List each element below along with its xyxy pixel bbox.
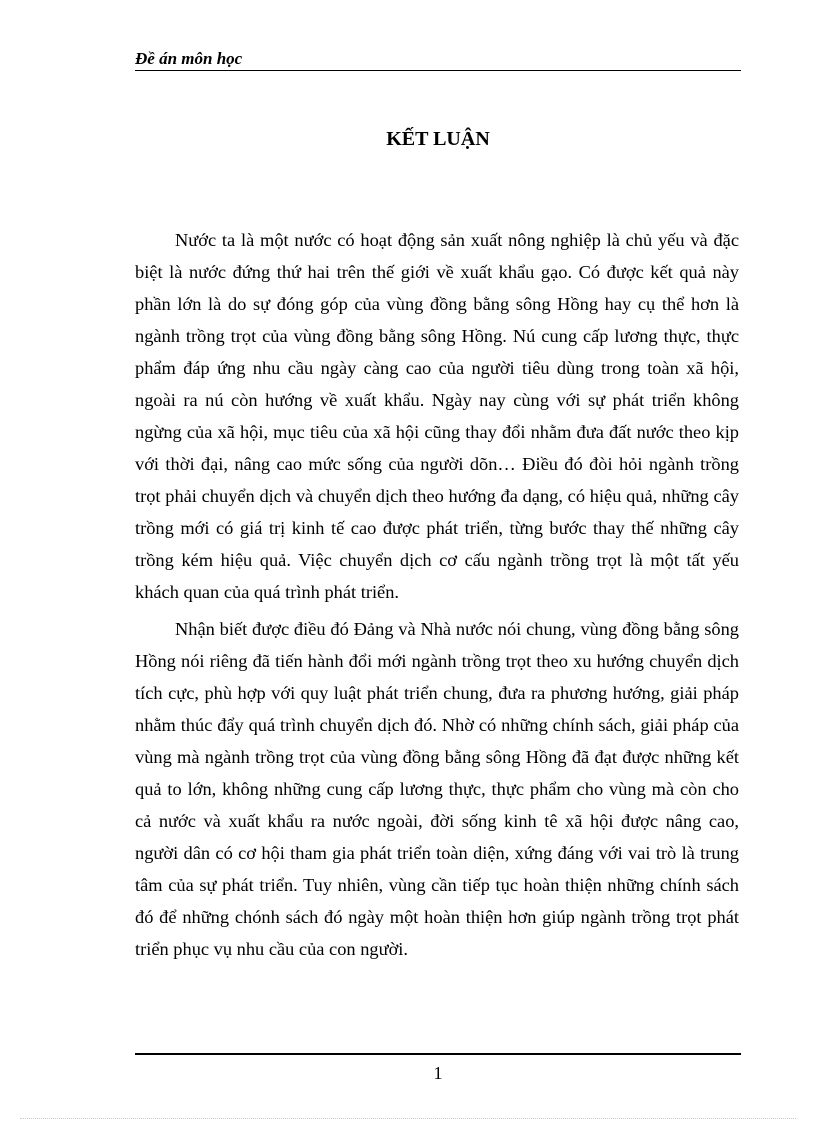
paragraph-1: Nước ta là một nước có hoạt động sản xuất nông nghiệp là chủ yếu và đặc biệt là nước đứng thứ hai trên thế giới về xuất khẩu gạo. Có được kết quả này phần lớn là do sự đóng góp của vùng đồng bằng sông Hồng hay cụ thể hơn là ngành trồng trọt của vùng đồng bằng sông Hồng. Nú cung cấp lương thực, thực phẩm đáp ứng nhu cầu ngày càng cao của người tiêu dùng trong toàn xã hội, ngoài ra nú còn hướng về xuất khẩu. Ngày nay cùng với sự phát triển không ngừng của xã hội, mục tiêu của xã hội cũng thay đổi nhằm đưa đất nước theo kịp với thời đại, nâng cao mức sống của người dõn… Điều đó đòi hỏi ngành trồng trọt phải chuyển dịch và chuyển dịch theo hướng đa dạng, có hiệu quả, những cây trồng mới có giá trị kinh tế cao được phát triển, từng bước thay thế những cây trồng kém hiệu quả. Việc chuyển dịch cơ cấu ngành trồng trọt là một tất yếu khách quan của quá trình phát triển.	[135, 230, 739, 602]
page-title: KẾT LUẬN	[386, 128, 490, 150]
body-text	[135, 224, 739, 970]
footer-divider	[135, 1053, 741, 1055]
page-edge-divider	[20, 1118, 796, 1119]
header-divider	[135, 70, 741, 71]
header-title: Đề án môn học	[135, 49, 243, 68]
paragraph-2: Nhận biết được điều đó Đảng và Nhà nước nói chung, vùng đồng bằng sông Hồng nói riêng đã tiến hành đổi mới ngành trồng trọt theo xu hướng chuyển dịch tích cực, phù hợp với quy luật phát triển chung, đưa ra phương hướng, giải pháp nhằm thúc đẩy quá trình chuyển dịch đó. Nhờ có những chính sách, giải pháp của vùng mà ngành trồng trọt của vùng đồng bằng sông Hồng đã đạt được những kết quả to lớn, không những cung cấp lương thực, thực phẩm cho vùng mà còn cho cả nước và xuất khẩu ra nước ngoài, đời sống kinh tê xã hội được nâng cao, người dân có cơ hội tham gia phát triển toàn diện, xứng đáng với vai trò là trung tâm của sự phát triển. Tuy nhiên, vùng cần tiếp tục hoàn thiện những chính sách đó để những chónh sách đó ngày một hoàn thiện hơn giúp ngành trồng trọt phát triển phục vụ nhu cầu của con người.	[135, 619, 739, 959]
page-number: 1	[433, 1063, 443, 1083]
